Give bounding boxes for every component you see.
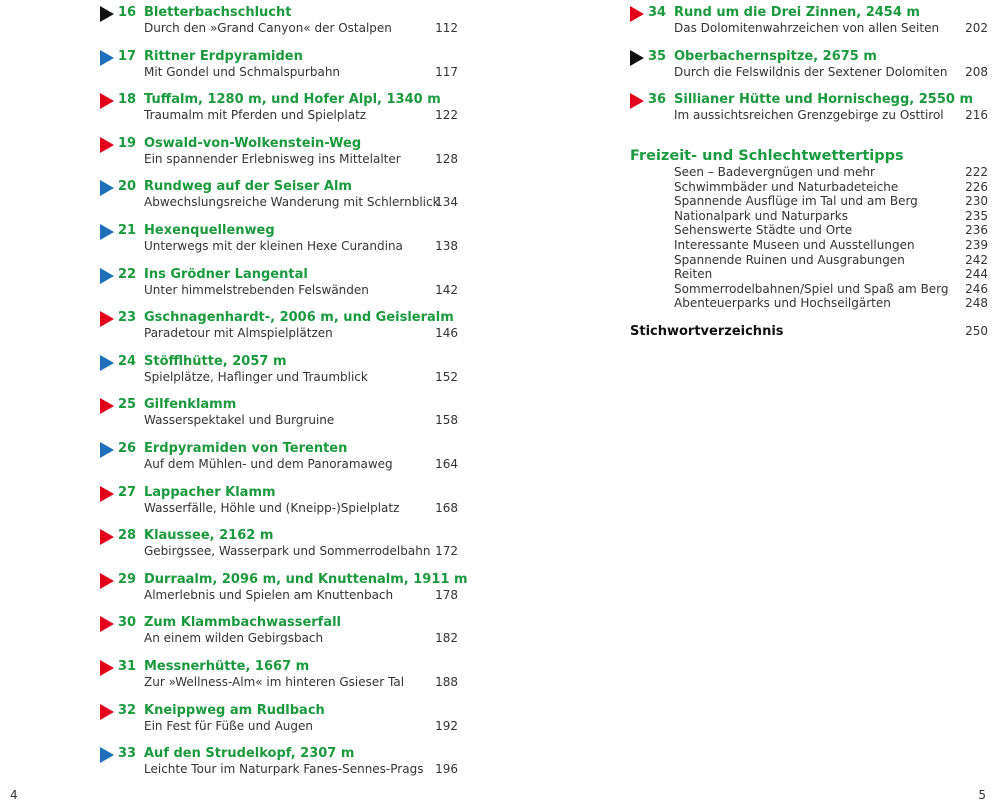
tip-page-number: 226 xyxy=(965,179,988,194)
arrow-marker-icon xyxy=(100,50,114,66)
entry-title: Erdpyramiden von Terenten xyxy=(144,441,348,456)
entry-subtitle: Traumalm mit Pferden und Spielplatz xyxy=(144,108,367,123)
entry-subtitle: Zur »Wellness-Alm« im hinteren Gsieser Tal xyxy=(144,675,405,689)
toc-entry[interactable] xyxy=(100,610,460,650)
toc-entry[interactable] xyxy=(100,480,460,520)
arrow-marker-icon xyxy=(100,660,114,676)
entry-title: Oberbachernspitze, 2675 m xyxy=(674,48,877,64)
entry-subtitle: Durch die Felswildnis der Sextener Dolomiten xyxy=(674,64,948,79)
tip-item[interactable] xyxy=(630,267,990,282)
tip-item[interactable] xyxy=(630,296,990,311)
toc-entry[interactable] xyxy=(100,654,460,694)
entry-title: Bletterbachschlucht xyxy=(144,5,292,20)
entry-number: 29 xyxy=(118,571,137,587)
toc-entry[interactable] xyxy=(100,349,460,389)
entry-subtitle: Leichte Tour im Naturpark Fanes-Sennes-Prags xyxy=(144,762,424,777)
entry-page-number: 112 xyxy=(435,21,458,35)
entry-number: 30 xyxy=(118,615,137,631)
toc-entry[interactable] xyxy=(100,174,460,214)
entry-title: Rundweg auf der Seiser Alm xyxy=(144,179,352,195)
entry-subtitle: Im aussichtsreichen Grenzgebirge zu Osttirol xyxy=(674,108,944,123)
entry-page-number: 122 xyxy=(435,108,458,123)
tip-page-number: 236 xyxy=(965,223,988,238)
tip-page-number: 235 xyxy=(965,208,988,223)
entry-number: 20 xyxy=(118,179,137,195)
entry-page-number: 172 xyxy=(435,544,458,559)
entry-subtitle: Unter himmelstrebenden Felswänden xyxy=(144,282,369,297)
arrow-marker-icon xyxy=(100,573,114,589)
arrow-marker-icon xyxy=(100,311,114,327)
toc-entry[interactable] xyxy=(100,698,460,738)
entry-number: 22 xyxy=(118,266,137,282)
entry-number: 27 xyxy=(118,484,137,500)
entry-title: Rund um die Drei Zinnen, 2454 m xyxy=(674,5,920,20)
tip-label: Sommerrodelbahnen/Spiel und Spaß am Berg xyxy=(674,281,949,296)
toc-entry[interactable] xyxy=(100,392,460,432)
entry-number: 23 xyxy=(118,310,137,326)
entry-page-number: 128 xyxy=(435,151,458,166)
entry-subtitle: Ein spannender Erlebnisweg ins Mittelalter xyxy=(144,151,401,166)
tip-label: Schwimmbäder und Naturbadeteiche xyxy=(674,179,899,194)
tip-page-number: 222 xyxy=(965,165,988,179)
toc-entry[interactable] xyxy=(100,741,460,781)
arrow-marker-icon xyxy=(100,486,114,502)
entry-title: Stöfflhütte, 2057 m xyxy=(144,353,287,369)
tip-page-number: 248 xyxy=(965,296,988,311)
entry-subtitle: Almerlebnis und Spielen am Knuttenbach xyxy=(144,587,394,602)
tip-item[interactable] xyxy=(630,180,990,195)
toc-entry[interactable] xyxy=(100,131,460,171)
tips-section-title: Freizeit- und Schlechtwettertipps xyxy=(630,148,904,164)
entry-page-number: 208 xyxy=(965,64,988,79)
tip-item[interactable] xyxy=(630,194,990,209)
entry-page-number: 142 xyxy=(435,282,458,297)
entry-subtitle: Wasserspektakel und Burgruine xyxy=(144,413,335,428)
toc-entry[interactable] xyxy=(630,0,990,40)
entry-subtitle: Gebirgssee, Wasserpark und Sommerrodelbahn xyxy=(144,544,431,559)
entry-subtitle: Abwechslungsreiche Wanderung mit Schlernblick xyxy=(144,195,440,210)
entry-subtitle: Paradetour mit Almspielplätzen xyxy=(144,326,333,341)
entry-number: 33 xyxy=(118,746,137,762)
entry-page-number: 188 xyxy=(435,675,458,689)
entry-title: Tuffalm, 1280 m, und Hofer Alpl, 1340 m xyxy=(144,92,441,108)
entry-number: 24 xyxy=(118,353,137,369)
toc-entry[interactable] xyxy=(100,218,460,258)
entry-page-number: 164 xyxy=(435,457,458,471)
tip-label: Sehenswerte Städte und Orte xyxy=(674,223,853,238)
toc-entry[interactable] xyxy=(100,262,460,302)
tip-item[interactable] xyxy=(630,253,990,268)
toc-entry[interactable] xyxy=(100,87,460,127)
tip-label: Nationalpark und Naturparks xyxy=(674,208,848,223)
tip-page-number: 242 xyxy=(965,252,988,267)
entry-number: 25 xyxy=(118,397,137,413)
tip-item[interactable] xyxy=(630,223,990,238)
arrow-marker-icon xyxy=(100,268,114,284)
arrow-marker-icon xyxy=(100,6,114,22)
entry-title: Auf den Strudelkopf, 2307 m xyxy=(144,746,355,762)
toc-entry[interactable] xyxy=(630,87,990,127)
tip-label: Spannende Ruinen und Ausgrabungen xyxy=(674,252,905,267)
index-entry[interactable] xyxy=(630,324,990,340)
entry-number: 19 xyxy=(118,135,137,151)
entry-title: Lappacher Klamm xyxy=(144,484,276,500)
entry-number: 16 xyxy=(118,5,137,20)
entry-subtitle: Unterwegs mit der kleinen Hexe Curandina xyxy=(144,239,403,253)
toc-entry[interactable] xyxy=(100,523,460,563)
index-label: Stichwortverzeichnis xyxy=(630,324,784,339)
entry-title: Klaussee, 2162 m xyxy=(144,528,274,544)
folio-right: 5 xyxy=(978,788,986,802)
arrow-marker-icon xyxy=(100,704,114,720)
arrow-marker-icon xyxy=(100,137,114,153)
entry-title: Sillianer Hütte und Hornischegg, 2550 m xyxy=(674,92,973,108)
toc-entry[interactable] xyxy=(100,567,468,607)
toc-entry[interactable] xyxy=(100,44,460,84)
entry-subtitle: Auf dem Mühlen- und dem Panoramaweg xyxy=(144,457,393,471)
arrow-marker-icon xyxy=(100,93,114,109)
tip-label: Spannende Ausflüge im Tal und am Berg xyxy=(674,194,918,209)
arrow-marker-icon xyxy=(100,355,114,371)
toc-entry[interactable] xyxy=(100,436,460,476)
entry-subtitle: Durch den »Grand Canyon« der Ostalpen xyxy=(144,21,392,35)
entry-title: Gschnagenhardt-, 2006 m, und Geisleralm xyxy=(144,310,454,326)
tip-page-number: 239 xyxy=(965,237,988,252)
folio-left: 4 xyxy=(10,788,18,802)
entry-page-number: 117 xyxy=(435,64,458,79)
entry-page-number: 146 xyxy=(435,326,458,341)
entry-page-number: 196 xyxy=(435,762,458,777)
arrow-marker-icon xyxy=(630,93,644,109)
entry-subtitle: An einem wilden Gebirgsbach xyxy=(144,631,324,646)
entry-number: 26 xyxy=(118,441,137,456)
arrow-marker-icon xyxy=(100,747,114,763)
tip-label: Interessante Museen und Ausstellungen xyxy=(674,237,915,252)
entry-title: Rittner Erdpyramiden xyxy=(144,48,303,64)
entry-number: 32 xyxy=(118,702,137,718)
entry-title: Zum Klammbachwasserfall xyxy=(144,615,342,631)
entry-subtitle: Wasserfälle, Höhle und (Kneipp-)Spielplatz xyxy=(144,500,400,515)
tip-item[interactable] xyxy=(630,238,990,253)
entry-page-number: 202 xyxy=(965,21,988,35)
tip-page-number: 244 xyxy=(965,267,988,282)
entry-page-number: 216 xyxy=(965,108,988,123)
arrow-marker-icon xyxy=(630,6,644,22)
entry-page-number: 178 xyxy=(435,587,458,602)
entry-page-number: 168 xyxy=(435,500,458,515)
entry-subtitle: Spielplätze, Haflinger und Traumblick xyxy=(144,369,368,384)
arrow-marker-icon xyxy=(100,442,114,458)
entry-title: Gilfenklamm xyxy=(144,397,237,413)
entry-page-number: 152 xyxy=(435,369,458,384)
entry-subtitle: Das Dolomitenwahrzeichen von allen Seiten xyxy=(674,21,940,35)
arrow-marker-icon xyxy=(100,180,114,196)
tip-page-number: 246 xyxy=(965,281,988,296)
toc-entry[interactable] xyxy=(100,305,460,345)
entry-subtitle: Ein Fest für Füße und Augen xyxy=(144,718,313,733)
tip-label: Reiten xyxy=(674,267,713,282)
tip-item[interactable] xyxy=(630,209,990,224)
entry-number: 21 xyxy=(118,223,137,238)
arrow-marker-icon xyxy=(100,224,114,240)
entry-page-number: 182 xyxy=(435,631,458,646)
entry-title: Messnerhütte, 1667 m xyxy=(144,659,310,674)
tips-list xyxy=(630,165,990,311)
tip-label: Abenteuerparks und Hochseilgärten xyxy=(674,296,891,311)
entry-number: 28 xyxy=(118,528,137,544)
tip-item[interactable] xyxy=(630,165,990,180)
entry-number: 36 xyxy=(648,92,667,108)
entry-number: 18 xyxy=(118,92,137,108)
arrow-marker-icon xyxy=(100,529,114,545)
entry-title: Durraalm, 2096 m, und Knuttenalm, 1911 m xyxy=(144,571,468,587)
entry-page-number: 134 xyxy=(435,195,458,210)
arrow-marker-icon xyxy=(100,616,114,632)
arrow-marker-icon xyxy=(100,398,114,414)
tip-page-number: 230 xyxy=(965,194,988,209)
entry-number: 34 xyxy=(648,5,667,20)
toc-entry[interactable] xyxy=(100,0,460,40)
arrow-marker-icon xyxy=(630,50,644,66)
entry-title: Hexenquellenweg xyxy=(144,223,275,238)
index-page-number: 250 xyxy=(965,324,988,338)
entry-number: 35 xyxy=(648,48,667,64)
entry-title: Ins Grödner Langental xyxy=(144,266,308,282)
entry-title: Kneippweg am Rudlbach xyxy=(144,702,325,718)
tip-label: Seen – Badevergnügen und mehr xyxy=(674,165,875,179)
entry-number: 17 xyxy=(118,48,137,64)
entry-title: Oswald-von-Wolkenstein-Weg xyxy=(144,135,362,151)
toc-entry[interactable] xyxy=(630,44,990,84)
entry-number: 31 xyxy=(118,659,137,674)
tip-item[interactable] xyxy=(630,282,990,297)
entry-page-number: 158 xyxy=(435,413,458,428)
entry-subtitle: Mit Gondel und Schmalspurbahn xyxy=(144,64,341,79)
entry-page-number: 192 xyxy=(435,718,458,733)
entry-page-number: 138 xyxy=(435,239,458,253)
